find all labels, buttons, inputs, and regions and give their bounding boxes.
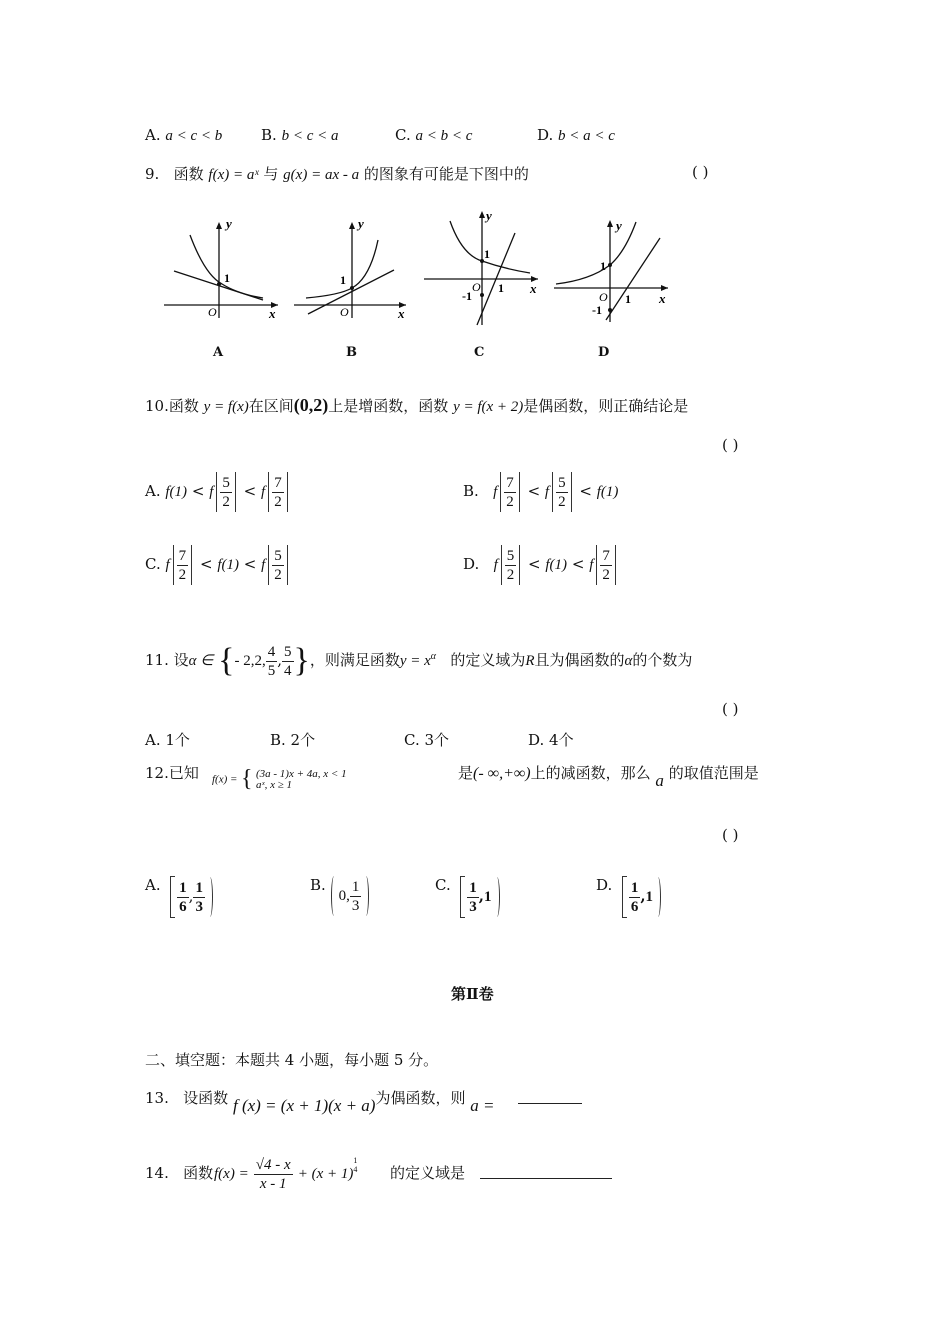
graph-c-origin: O bbox=[472, 280, 481, 294]
q14-f: f(x) = bbox=[214, 1166, 249, 1182]
q10-number: 10. bbox=[145, 397, 169, 415]
q11-set-a: - 2,2, bbox=[234, 653, 266, 669]
q10-b-lt2: < bbox=[579, 482, 592, 500]
q10-b-frac2: $\frac{5}{2}$ bbox=[558, 474, 566, 510]
q10-b-f1: f bbox=[493, 484, 498, 500]
q13-number: 13. bbox=[145, 1089, 169, 1107]
graph-a-origin: O bbox=[208, 305, 217, 319]
q10-text-c: 上是增函数，函数 bbox=[328, 397, 449, 415]
graph-b-one: 1 bbox=[340, 273, 346, 287]
q12-d-frac: $\frac{1}{6}$ bbox=[630, 879, 639, 915]
q11-text-a: 设 bbox=[173, 651, 189, 669]
q9-text-b: 与 bbox=[263, 165, 279, 183]
q10-b-f2: f bbox=[544, 484, 550, 500]
q10-text-d: 是偶函数，则正确结论是 bbox=[523, 397, 689, 415]
q14-formula bbox=[214, 1156, 357, 1193]
q11-text-e: 的个数为 bbox=[632, 651, 693, 669]
q10-c-f3: f bbox=[261, 557, 266, 573]
q9-graph-a bbox=[160, 210, 285, 329]
q10-a-f2: f bbox=[209, 484, 214, 500]
q11-option-a: A. 1个 bbox=[145, 731, 190, 749]
q12-interval: (- ∞,+∞) bbox=[473, 765, 531, 782]
q10-c-label: C. bbox=[145, 555, 161, 573]
q10-y2: y = f(x + 2) bbox=[453, 399, 524, 415]
graph-b-origin: O bbox=[340, 305, 349, 319]
q10-d-f3: f bbox=[589, 557, 594, 573]
q8-option-d bbox=[537, 126, 615, 145]
q10-b-f3: f(1) bbox=[596, 484, 619, 500]
graph-c-y: y bbox=[486, 208, 492, 223]
graph-d-y: y bbox=[616, 218, 622, 233]
graph-c-one: 1 bbox=[484, 247, 490, 261]
q12-option-d: D. $\frac{1}{6}$ ,1 bbox=[596, 876, 661, 918]
q10-y1: y = f(x) bbox=[203, 399, 249, 415]
q10-d-f1: f bbox=[493, 557, 498, 573]
q13-text-a: 设函数 bbox=[183, 1089, 229, 1107]
q8-option-a-expr: a < c < b bbox=[165, 128, 223, 144]
q10-c-frac2: $\frac{5}{2}$ bbox=[274, 547, 282, 583]
q11-answer-paren: ( ) bbox=[722, 700, 739, 718]
q9-stem bbox=[145, 163, 529, 184]
q9-number: 9. bbox=[145, 165, 160, 183]
q10-b-label: B. bbox=[463, 482, 479, 500]
q14-answer-blank[interactable] bbox=[480, 1178, 612, 1179]
q8-option-d-expr: b < a < c bbox=[558, 128, 615, 144]
q11-stem: 11. 设α ∈ {- 2,2, $\frac{4}{5}$ , $\frac{5}{4}$ }，则满足函数$y = x^\alpha$ 的定义域为R且为偶函数的α的个数为 bbox=[145, 642, 693, 679]
q13-text-b: 为偶函数，则 bbox=[375, 1089, 466, 1107]
q11-frac2: $\frac{5}{4}$ bbox=[284, 643, 292, 679]
q12-piecewise: f(x) = { (3a - 1)x + 4a, x < 1 aˣ, x ≥ 1 bbox=[212, 766, 347, 792]
q13-expr: f (x) = (x + 1)(x + a) bbox=[232, 1096, 376, 1115]
q10-a-frac2: $\frac{7}{2}$ bbox=[274, 474, 282, 510]
q9-f: f(x) = aˣ bbox=[208, 167, 259, 183]
q10-a-label: A. bbox=[145, 482, 161, 500]
q10-b-lt1: < bbox=[527, 482, 541, 500]
q10-d-frac2: $\frac{7}{2}$ bbox=[602, 547, 610, 583]
q14-frac: $\frac{√4 - x}{x - 1}$ bbox=[255, 1157, 291, 1192]
q10-c-frac1: $\frac{7}{2}$ bbox=[178, 547, 187, 583]
q12-text-b: 是 bbox=[458, 764, 474, 782]
q12-a-frac1: $\frac{1}{6}$ bbox=[179, 879, 187, 915]
q11-R: R bbox=[525, 653, 535, 669]
graph-d-origin: O bbox=[599, 290, 608, 304]
q10-a-frac1: $\frac{5}{2}$ bbox=[222, 474, 230, 510]
q12-a-frac2: $\frac{1}{3}$ bbox=[195, 879, 203, 915]
q12-a: a bbox=[655, 771, 664, 790]
q13-a-eq: a = bbox=[470, 1096, 495, 1115]
q8-option-b-label: B. bbox=[261, 126, 277, 144]
graph-d-one: 1 bbox=[600, 259, 606, 273]
q10-a-lt1: < bbox=[191, 482, 205, 500]
q12-option-b: B. 0, $\frac{1}{3}$ bbox=[310, 876, 369, 916]
q14-text-b: 的定义域是 bbox=[390, 1164, 466, 1182]
q14-number: 14. bbox=[145, 1164, 169, 1182]
q10-d-f2: f(1) bbox=[545, 557, 568, 573]
part2-heading: 二、填空题：本题共 4 小题，每小题 5 分。 bbox=[145, 1051, 439, 1069]
q12-number: 12. bbox=[145, 764, 169, 782]
q10-option-d bbox=[463, 545, 619, 585]
q9-graph-label-d: D bbox=[598, 345, 610, 360]
graph-b-x: x bbox=[398, 306, 405, 321]
section-title: 第Ⅱ卷 bbox=[451, 985, 494, 1003]
graph-d-neg-one: -1 bbox=[592, 303, 602, 317]
q9-graph-label-a: A bbox=[213, 345, 224, 360]
q14-stem-a bbox=[145, 1162, 213, 1183]
q12-b-label: B. bbox=[310, 876, 326, 894]
q10-a-f1: f(1) bbox=[165, 484, 188, 500]
q11-sup: α bbox=[430, 651, 437, 662]
q10-d-lt2: < bbox=[571, 555, 585, 573]
q10-option-c bbox=[145, 545, 291, 585]
q9-graph-b bbox=[290, 210, 415, 329]
q12-d-label: D. bbox=[596, 876, 613, 894]
graph-c-x: x bbox=[530, 281, 537, 296]
q9-answer-paren: ( ) bbox=[692, 163, 709, 181]
q9-graph-label-b: B bbox=[346, 345, 357, 360]
q9-text-c: 的图象有可能是下图中的 bbox=[363, 165, 529, 183]
q11-alpha-in: α ∈ bbox=[188, 653, 214, 669]
q13-stem bbox=[145, 1087, 495, 1115]
graph-c-neg-one: -1 bbox=[462, 289, 472, 303]
q10-d-frac1: $\frac{5}{2}$ bbox=[506, 547, 515, 583]
q10-c-lt2: < bbox=[243, 555, 257, 573]
q12-a-label: A. bbox=[145, 876, 161, 894]
q11-text-d: 且为偶函数的 bbox=[534, 651, 625, 669]
q12-stem-rest bbox=[458, 762, 759, 790]
q12-text-c: 上的减函数，那么 bbox=[530, 764, 651, 782]
q10-text-a: 函数 bbox=[168, 397, 199, 415]
q8-option-c-expr: a < b < c bbox=[415, 128, 473, 144]
q11-func: y = x bbox=[399, 653, 431, 669]
q8-option-b bbox=[261, 126, 338, 145]
q10-answer-paren: ( ) bbox=[722, 436, 739, 454]
q10-c-lt1: < bbox=[199, 555, 213, 573]
q10-interval: (0,2) bbox=[293, 395, 329, 415]
q12-number-text bbox=[145, 762, 199, 783]
q10-c-f1: f bbox=[165, 557, 170, 573]
q13-answer-blank[interactable] bbox=[518, 1103, 582, 1104]
q8-option-d-label: D. bbox=[537, 126, 554, 144]
q8-option-c bbox=[395, 126, 472, 145]
q14-exponent: 1 4 bbox=[353, 1156, 358, 1174]
q11-number: 11. bbox=[145, 651, 169, 669]
graph-c-x-one: 1 bbox=[498, 281, 504, 295]
q14-text-a: 函数 bbox=[183, 1164, 214, 1182]
graph-d-x: x bbox=[659, 291, 666, 306]
q12-c-frac: $\frac{1}{3}$ bbox=[469, 879, 477, 915]
q9-g: g(x) = ax - a bbox=[283, 167, 360, 183]
q11-alpha: α bbox=[624, 653, 633, 669]
q10-c-f2: f(1) bbox=[217, 557, 239, 573]
q12-piece-f: f(x) = bbox=[212, 773, 238, 786]
q10-stem bbox=[145, 395, 688, 416]
q11-option-c: C. 3个 bbox=[404, 731, 450, 749]
q8-option-a bbox=[145, 126, 222, 145]
q12-text-a: 已知 bbox=[168, 764, 199, 782]
q14-plus: + (x + 1) bbox=[297, 1166, 354, 1182]
q10-d-label: D. bbox=[463, 555, 480, 573]
q12-c-label: C. bbox=[435, 876, 451, 894]
graph-a-one: 1 bbox=[224, 271, 230, 285]
q11-text-b: ，则满足函数 bbox=[309, 651, 400, 669]
q12-answer-paren: ( ) bbox=[722, 826, 739, 844]
q9-text-a: 函数 bbox=[173, 165, 204, 183]
graph-a-y: y bbox=[226, 216, 232, 231]
q12-option-a: A. $\frac{1}{6}$ , $\frac{1}{3}$ bbox=[145, 876, 213, 918]
q12-b-frac: $\frac{1}{3}$ bbox=[351, 878, 360, 914]
q8-option-c-label: C. bbox=[395, 126, 411, 144]
graph-a-x: x bbox=[269, 306, 276, 321]
q10-b-frac1: $\frac{7}{2}$ bbox=[506, 474, 514, 510]
q9-graph-c bbox=[420, 203, 545, 332]
q12-piece-1: (3a - 1)x + 4a, x < 1 bbox=[255, 767, 347, 780]
graph-d-x-one: 1 bbox=[625, 292, 631, 306]
graph-b-y: y bbox=[358, 216, 364, 231]
q11-text-c: 的定义域为 bbox=[450, 651, 526, 669]
q10-a-lt2: < bbox=[243, 482, 257, 500]
q12-option-c: C. $\frac{1}{3}$ ,1 bbox=[435, 876, 500, 918]
q10-text-b: 在区间 bbox=[248, 397, 294, 415]
q9-graph-label-c: C bbox=[474, 345, 485, 360]
q11-frac1: $\frac{4}{5}$ bbox=[267, 643, 276, 679]
q10-d-lt1: < bbox=[528, 555, 541, 573]
q8-option-a-label: A. bbox=[145, 126, 161, 144]
q10-option-b bbox=[463, 472, 618, 512]
q11-option-b: B. 2个 bbox=[270, 731, 316, 749]
q10-a-f3: f bbox=[261, 484, 266, 500]
q12-piece-2: aˣ, x ≥ 1 bbox=[255, 778, 292, 791]
q8-option-b-expr: b < c < a bbox=[281, 128, 339, 144]
q11-option-d: D. 4个 bbox=[528, 731, 574, 749]
q9-graph-d bbox=[550, 210, 675, 329]
q12-text-d: 的取值范围是 bbox=[668, 764, 759, 782]
q10-option-a bbox=[145, 472, 291, 512]
